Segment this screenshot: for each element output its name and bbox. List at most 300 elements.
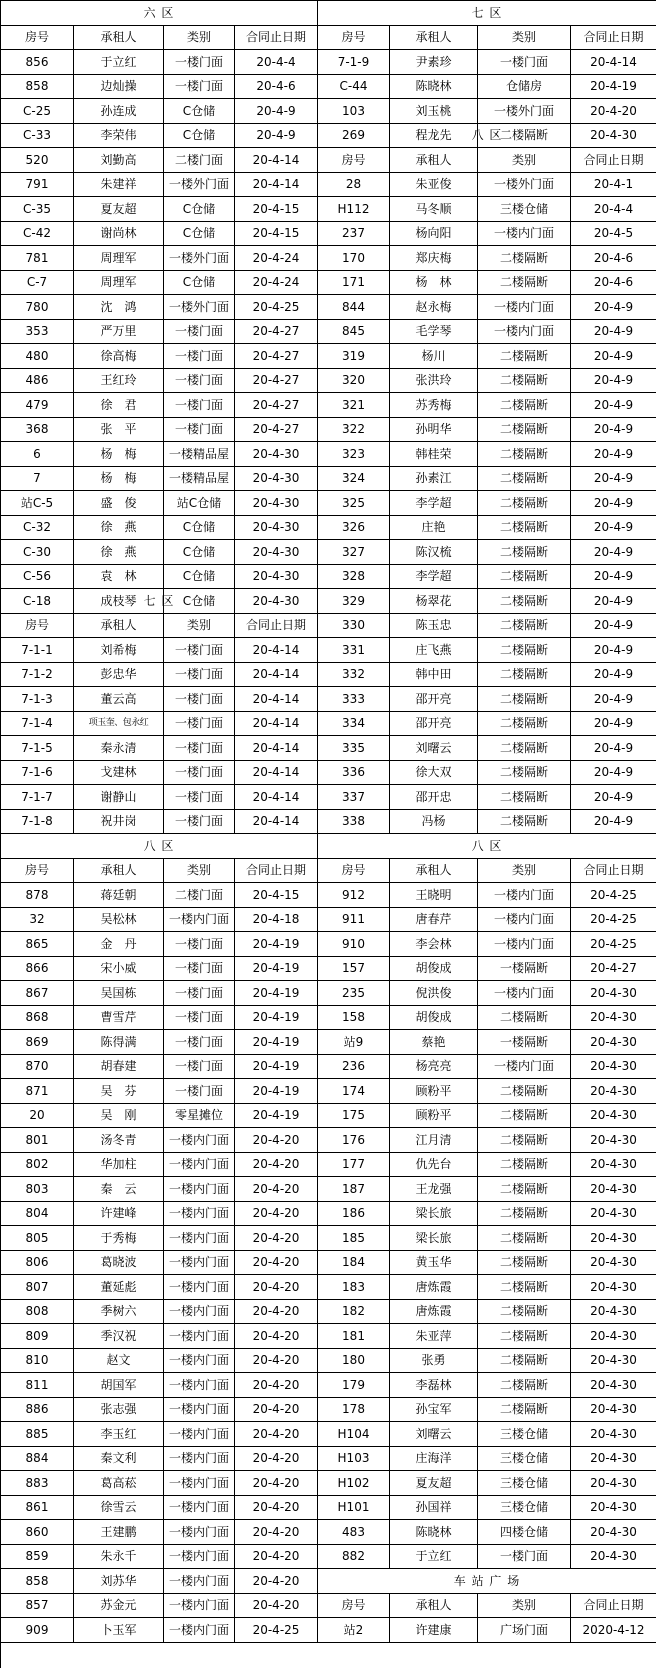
column-header-room-number: 房号 [318, 26, 390, 51]
table-cell-contract-end-date: 20-4-15 [235, 883, 318, 908]
table-cell-category: 一楼内门面 [164, 1447, 235, 1472]
column-header-category: 类别 [478, 26, 571, 51]
table-cell-category: 二楼隔断 [478, 785, 571, 810]
table-cell-category: 二楼隔断 [478, 1202, 571, 1227]
table-cell-tenant: 李荣伟 [74, 124, 164, 149]
table-cell-tenant: 倪洪俊 [390, 981, 478, 1006]
table-cell-category: 二楼隔断 [478, 467, 571, 492]
table-cell-category: 一楼内门面 [478, 981, 571, 1006]
table-cell-category: 一楼门面 [164, 1030, 235, 1055]
column-header-tenant: 承租人 [74, 26, 164, 51]
table-cell-category: 二楼隔断 [478, 442, 571, 467]
table-cell-room-number: 184 [318, 1251, 390, 1276]
table-cell-room-number: 158 [318, 1006, 390, 1031]
table-cell-tenant: 陈晓林 [390, 1520, 478, 1545]
table-cell-tenant: 边灿操 [74, 75, 164, 100]
table-cell-contract-end-date: 20-4-9 [571, 736, 656, 761]
column-header-room-number: 房号 [1, 614, 74, 639]
table-cell-tenant: 谢尚林 [74, 222, 164, 247]
table-cell-room-number: 811 [1, 1373, 74, 1398]
table-cell-category: 二楼隔断 [478, 1153, 571, 1178]
table-cell-room-number: 807 [1, 1275, 74, 1300]
table-cell-tenant: 徐 燕 [74, 540, 164, 565]
table-cell-room-number: 878 [1, 883, 74, 908]
table-cell-contract-end-date: 20-4-24 [235, 246, 318, 271]
table-cell-contract-end-date: 20-4-20 [235, 1300, 318, 1325]
table-cell-room-number: 805 [1, 1226, 74, 1251]
table-cell-tenant: 于立红 [390, 1545, 478, 1570]
table-cell-contract-end-date: 20-4-9 [571, 638, 656, 663]
table-cell-tenant: 郑庆梅 [390, 246, 478, 271]
table-cell-contract-end-date: 20-4-20 [235, 1275, 318, 1300]
table-cell-tenant: 李学超 [390, 565, 478, 590]
column-header-contract-end-date: 合同止日期 [235, 859, 318, 884]
table-cell-contract-end-date: 20-4-20 [235, 1251, 318, 1276]
table-cell-category: 三楼仓储 [478, 1496, 571, 1521]
table-cell-room-number: 170 [318, 246, 390, 271]
table-cell-category: 二楼隔断 [478, 344, 571, 369]
table-cell-room-number: 804 [1, 1202, 74, 1227]
table-cell-room-number: 886 [1, 1398, 74, 1423]
table-cell-contract-end-date: 20-4-19 [235, 932, 318, 957]
section-title: 六 区 [1, 1, 318, 26]
table-cell-room-number: 6 [1, 442, 74, 467]
table-cell-contract-end-date: 20-4-20 [235, 1349, 318, 1374]
table-cell-room-number: 845 [318, 320, 390, 345]
table-cell-category: 一楼内门面 [164, 1202, 235, 1227]
table-cell-category: 一楼门面 [164, 663, 235, 688]
table-cell-tenant: 苏秀梅 [390, 393, 478, 418]
table-cell-category: 一楼内门面 [164, 1422, 235, 1447]
table-cell-contract-end-date: 20-4-14 [235, 663, 318, 688]
table-cell-contract-end-date: 20-4-9 [571, 320, 656, 345]
table-cell-category: 一楼内门面 [478, 932, 571, 957]
table-cell-room-number: 7-1-2 [1, 663, 74, 688]
table-cell-room-number: 868 [1, 1006, 74, 1031]
table-cell-contract-end-date: 20-4-15 [235, 197, 318, 222]
table-cell-room-number: 334 [318, 712, 390, 737]
table-cell-tenant: 胡俊成 [390, 1006, 478, 1031]
table-cell-tenant: 张勇 [390, 1349, 478, 1374]
table-cell-category: 二楼隔断 [478, 663, 571, 688]
table-cell-tenant: 孙国祥 [390, 1496, 478, 1521]
table-cell-room-number: 171 [318, 271, 390, 296]
table-cell-category: 二楼隔断 [478, 614, 571, 639]
table-cell-tenant: 戈建林 [74, 761, 164, 786]
table-cell-tenant: 陈汉梳 [390, 540, 478, 565]
column-header-room-number: 房号 [318, 859, 390, 884]
table-cell-contract-end-date: 20-4-24 [235, 271, 318, 296]
table-cell-room-number: 910 [318, 932, 390, 957]
table-cell-tenant: 祝井岗 [74, 810, 164, 835]
table-cell-contract-end-date: 20-4-9 [235, 124, 318, 149]
table-cell-category: C仓储 [164, 589, 235, 614]
table-cell-contract-end-date: 20-4-25 [571, 932, 656, 957]
table-cell-contract-end-date: 20-4-25 [235, 295, 318, 320]
table-cell-category: 一楼内门面 [478, 883, 571, 908]
table-cell-tenant: 毛学琴 [390, 320, 478, 345]
table-cell-tenant: 杨亮亮 [390, 1055, 478, 1080]
table-cell-category: C仓储 [164, 516, 235, 541]
table-cell-room-number: 177 [318, 1153, 390, 1178]
table-cell-category: 仓储房 [478, 75, 571, 100]
table-cell-room-number: C-7 [1, 271, 74, 296]
table-cell-tenant: 王龙强 [390, 1177, 478, 1202]
table-cell-room-number: 882 [318, 1545, 390, 1570]
column-header-category: 类别 [164, 614, 235, 639]
table-cell-room-number: 871 [1, 1079, 74, 1104]
table-cell-room-number: 331 [318, 638, 390, 663]
table-cell-category: 一楼门面 [164, 393, 235, 418]
table-cell-contract-end-date: 20-4-30 [571, 1496, 656, 1521]
table-cell-room-number: 237 [318, 222, 390, 247]
table-cell-category: C仓储 [164, 271, 235, 296]
table-cell-contract-end-date: 20-4-20 [235, 1398, 318, 1423]
table-cell-contract-end-date: 20-4-9 [571, 369, 656, 394]
table-cell-room-number: 站9 [318, 1030, 390, 1055]
table-cell-tenant: 胡俊成 [390, 957, 478, 982]
table-cell-tenant: 朱永千 [74, 1545, 164, 1570]
table-cell-tenant: 唐炼霞 [390, 1300, 478, 1325]
table-cell-contract-end-date: 20-4-25 [571, 883, 656, 908]
table-cell-tenant: 张洪玲 [390, 369, 478, 394]
table-cell-category: 一楼内门面 [164, 1496, 235, 1521]
table-cell-room-number: 338 [318, 810, 390, 835]
table-cell-contract-end-date: 20-4-20 [235, 1594, 318, 1619]
table-cell-category: 二楼隔断 [478, 638, 571, 663]
table-cell-category: 二楼隔断 [478, 1373, 571, 1398]
column-header-room-number: 房号 [1, 26, 74, 51]
table-cell-contract-end-date: 20-4-9 [571, 491, 656, 516]
table-cell-room-number: 328 [318, 565, 390, 590]
table-cell-room-number: 7 [1, 467, 74, 492]
table-cell-contract-end-date: 20-4-30 [571, 1006, 656, 1031]
table-cell-tenant: 沈 鸿 [74, 295, 164, 320]
table-cell-room-number: 324 [318, 467, 390, 492]
table-cell-tenant: 孙明华 [390, 418, 478, 443]
table-cell-room-number: C-25 [1, 99, 74, 124]
table-cell-contract-end-date: 20-4-30 [571, 1545, 656, 1570]
table-cell-room-number: 869 [1, 1030, 74, 1055]
table-cell-room-number: 844 [318, 295, 390, 320]
table-cell-room-number: 178 [318, 1398, 390, 1423]
table-cell-contract-end-date: 20-4-20 [235, 1324, 318, 1349]
column-header-category: 类别 [478, 148, 571, 173]
table-cell-contract-end-date: 20-4-30 [571, 1471, 656, 1496]
table-cell-tenant: 苏金元 [74, 1594, 164, 1619]
table-cell-category: 二楼门面 [164, 148, 235, 173]
table-cell-contract-end-date: 20-4-27 [571, 957, 656, 982]
table-cell-tenant: 朱亚俊 [390, 173, 478, 198]
table-cell-contract-end-date: 20-4-30 [571, 1349, 656, 1374]
table-cell-tenant: 黄玉华 [390, 1251, 478, 1276]
table-cell-tenant: 徐 燕 [74, 516, 164, 541]
table-cell-contract-end-date: 20-4-9 [571, 589, 656, 614]
table-cell-category: 一楼门面 [164, 981, 235, 1006]
table-cell-tenant: 王建鹏 [74, 1520, 164, 1545]
table-cell-category: 一楼内门面 [164, 1545, 235, 1570]
table-cell-contract-end-date: 20-4-30 [235, 589, 318, 614]
table-cell-category: 一楼门面 [164, 932, 235, 957]
column-header-tenant: 承租人 [390, 1594, 478, 1619]
table-cell-room-number: 883 [1, 1471, 74, 1496]
table-cell-category: 三楼仓储 [478, 1471, 571, 1496]
table-cell-tenant: 孙素江 [390, 467, 478, 492]
table-cell-category: 一楼门面 [164, 810, 235, 835]
table-cell-contract-end-date: 20-4-14 [235, 173, 318, 198]
table-cell-room-number: 7-1-7 [1, 785, 74, 810]
table-cell-tenant: 刘苏华 [74, 1569, 164, 1594]
table-cell-tenant: 韩桂荣 [390, 442, 478, 467]
column-header-tenant: 承租人 [390, 26, 478, 51]
table-cell-contract-end-date: 20-4-9 [571, 516, 656, 541]
table-cell-tenant: 成枝琴 [74, 589, 164, 614]
table-cell-room-number: C-18 [1, 589, 74, 614]
table-cell-tenant: 杨 林 [390, 271, 478, 296]
table-cell-category: 一楼精品屋 [164, 467, 235, 492]
table-cell-contract-end-date: 20-4-18 [235, 908, 318, 933]
table-cell-tenant: 刘曙云 [390, 1422, 478, 1447]
table-cell-tenant: 李磊林 [390, 1373, 478, 1398]
table-cell-contract-end-date: 20-4-9 [571, 761, 656, 786]
table-cell-tenant: 李会林 [390, 932, 478, 957]
table-cell-contract-end-date: 20-4-30 [235, 516, 318, 541]
column-header-category: 类别 [164, 26, 235, 51]
section-title: 七 区 [318, 1, 656, 26]
table-cell-contract-end-date: 20-4-20 [235, 1569, 318, 1594]
table-cell-contract-end-date: 20-4-27 [235, 369, 318, 394]
table-cell-contract-end-date: 20-4-6 [235, 75, 318, 100]
table-cell-room-number: 329 [318, 589, 390, 614]
table-cell-contract-end-date: 20-4-30 [235, 540, 318, 565]
table-cell-tenant: 盛 俊 [74, 491, 164, 516]
table-cell-room-number: 333 [318, 687, 390, 712]
table-cell-contract-end-date: 20-4-30 [571, 1422, 656, 1447]
table-cell-tenant: 彭忠华 [74, 663, 164, 688]
table-cell-category: 一楼内门面 [164, 1398, 235, 1423]
table-cell-contract-end-date: 20-4-19 [571, 75, 656, 100]
table-cell-contract-end-date: 20-4-30 [571, 1447, 656, 1472]
table-cell-tenant: 孙连成 [74, 99, 164, 124]
table-cell-contract-end-date: 20-4-14 [235, 736, 318, 761]
table-cell-category: 二楼隔断 [478, 540, 571, 565]
table-cell-tenant: 徐 君 [74, 393, 164, 418]
table-cell-category: C仓储 [164, 99, 235, 124]
table-cell-room-number: 7-1-3 [1, 687, 74, 712]
table-cell-tenant: 季汉祝 [74, 1324, 164, 1349]
table-cell-tenant: 吴 刚 [74, 1104, 164, 1129]
table-cell-room-number: 235 [318, 981, 390, 1006]
table-cell-contract-end-date: 20-4-30 [571, 1520, 656, 1545]
table-cell-tenant: 袁 林 [74, 565, 164, 590]
table-cell-tenant: 杨翠花 [390, 589, 478, 614]
table-cell-category: 站C仓储 [164, 491, 235, 516]
table-cell-room-number: C-32 [1, 516, 74, 541]
table-cell-room-number: 7-1-9 [318, 50, 390, 75]
table-cell-contract-end-date: 20-4-9 [235, 99, 318, 124]
table-cell-contract-end-date: 20-4-30 [571, 1226, 656, 1251]
table-cell-category: 二楼隔断 [478, 810, 571, 835]
table-cell-contract-end-date: 20-4-30 [571, 1202, 656, 1227]
table-cell-contract-end-date: 20-4-30 [571, 1398, 656, 1423]
table-cell-tenant: 朱亚萍 [390, 1324, 478, 1349]
table-cell-room-number: 183 [318, 1275, 390, 1300]
table-cell-contract-end-date: 20-4-19 [235, 1030, 318, 1055]
section-title: 八 区 [318, 124, 656, 149]
table-cell-tenant: 徐雪云 [74, 1496, 164, 1521]
table-cell-category: 二楼隔断 [478, 246, 571, 271]
column-header-category: 类别 [164, 859, 235, 884]
table-cell-room-number: 479 [1, 393, 74, 418]
table-cell-tenant: 刘玉桃 [390, 99, 478, 124]
table-cell-contract-end-date: 20-4-9 [571, 810, 656, 835]
table-cell-room-number: 858 [1, 75, 74, 100]
table-cell-tenant: 秦文利 [74, 1447, 164, 1472]
table-cell-category: 四楼仓储 [478, 1520, 571, 1545]
table-cell-room-number: 186 [318, 1202, 390, 1227]
table-cell-tenant: 项玉奎、包永红 [74, 712, 164, 737]
table-cell-room-number: 802 [1, 1153, 74, 1178]
table-cell-category: 一楼内门面 [164, 1594, 235, 1619]
table-cell-contract-end-date: 20-4-9 [571, 393, 656, 418]
table-cell-room-number: 182 [318, 1300, 390, 1325]
table-cell-room-number: 912 [318, 883, 390, 908]
table-cell-tenant: 赵文 [74, 1349, 164, 1374]
table-cell-room-number: 884 [1, 1447, 74, 1472]
table-cell-contract-end-date: 20-4-30 [571, 1300, 656, 1325]
table-cell-category: 一楼门面 [164, 344, 235, 369]
table-cell-contract-end-date: 20-4-20 [235, 1520, 318, 1545]
column-header-tenant: 承租人 [74, 859, 164, 884]
table-cell-tenant: 董延彪 [74, 1275, 164, 1300]
table-cell-tenant: 徐大双 [390, 761, 478, 786]
table-cell-room-number: 856 [1, 50, 74, 75]
table-cell-tenant: 杨川 [390, 344, 478, 369]
table-cell-room-number: 806 [1, 1251, 74, 1276]
table-cell-room-number: 486 [1, 369, 74, 394]
table-cell-category: 一楼门面 [164, 50, 235, 75]
table-cell-tenant: 陈晓林 [390, 75, 478, 100]
table-cell-contract-end-date: 20-4-30 [571, 1324, 656, 1349]
column-header-room-number: 房号 [318, 1594, 390, 1619]
table-cell-tenant: 邵开亮 [390, 712, 478, 737]
table-cell-contract-end-date: 20-4-19 [235, 1104, 318, 1129]
table-cell-contract-end-date: 20-4-19 [235, 981, 318, 1006]
table-cell-tenant: 唐炼霞 [390, 1275, 478, 1300]
table-cell-category: 一楼内门面 [164, 1618, 235, 1643]
table-cell-category: 一楼门面 [164, 320, 235, 345]
column-header-tenant: 承租人 [390, 148, 478, 173]
table-cell-contract-end-date: 20-4-19 [235, 1055, 318, 1080]
table-cell-tenant: 庄艳 [390, 516, 478, 541]
table-cell-room-number: 866 [1, 957, 74, 982]
table-cell-tenant: 吴松林 [74, 908, 164, 933]
table-cell-room-number: 857 [1, 1594, 74, 1619]
table-cell-category: 一楼内门面 [164, 1349, 235, 1374]
table-cell-category: 一楼内门面 [164, 1128, 235, 1153]
table-cell-contract-end-date: 20-4-9 [571, 712, 656, 737]
table-cell-tenant: 于秀梅 [74, 1226, 164, 1251]
section-title: 八 区 [1, 834, 318, 859]
table-cell-category: 一楼内门面 [478, 908, 571, 933]
section-title: 八 区 [318, 834, 656, 859]
table-cell-contract-end-date: 20-4-1 [571, 173, 656, 198]
table-cell-tenant: 吴国栋 [74, 981, 164, 1006]
table-cell-contract-end-date: 20-4-27 [235, 320, 318, 345]
table-cell-category: 二楼隔断 [478, 1128, 571, 1153]
table-cell-room-number: 858 [1, 1569, 74, 1594]
table-cell-contract-end-date: 2020-4-12 [571, 1618, 656, 1643]
table-cell-room-number: 810 [1, 1349, 74, 1374]
table-cell-contract-end-date: 20-4-9 [571, 663, 656, 688]
table-cell-category: 二楼隔断 [478, 1300, 571, 1325]
table-cell-category: 二楼隔断 [478, 736, 571, 761]
table-cell-tenant: 许建康 [390, 1618, 478, 1643]
table-cell-contract-end-date: 20-4-25 [571, 908, 656, 933]
table-cell-tenant: 葛晓波 [74, 1251, 164, 1276]
table-cell-tenant: 杨向阳 [390, 222, 478, 247]
table-cell-contract-end-date: 20-4-20 [235, 1422, 318, 1447]
table-cell-tenant: 庄飞燕 [390, 638, 478, 663]
column-header-contract-end-date: 合同止日期 [571, 859, 656, 884]
table-cell-tenant: 蔡艳 [390, 1030, 478, 1055]
table-cell-contract-end-date: 20-4-30 [235, 467, 318, 492]
table-cell-tenant: 王晓明 [390, 883, 478, 908]
table-cell-category: 一楼内门面 [164, 1153, 235, 1178]
table-cell-tenant: 陈得满 [74, 1030, 164, 1055]
table-cell-room-number: 103 [318, 99, 390, 124]
table-cell-room-number: 353 [1, 320, 74, 345]
table-cell-category: 一楼外门面 [164, 246, 235, 271]
table-cell-room-number: 337 [318, 785, 390, 810]
table-cell-tenant: 蒋廷朝 [74, 883, 164, 908]
table-cell-contract-end-date: 20-4-20 [235, 1447, 318, 1472]
column-header-contract-end-date: 合同止日期 [235, 26, 318, 51]
table-cell-contract-end-date: 20-4-30 [571, 1153, 656, 1178]
column-header-category: 类别 [478, 1594, 571, 1619]
table-cell-contract-end-date: 20-4-14 [235, 712, 318, 737]
table-cell-room-number: 336 [318, 761, 390, 786]
table-cell-room-number: 809 [1, 1324, 74, 1349]
table-cell-room-number: 885 [1, 1422, 74, 1447]
table-cell-tenant: 夏友超 [74, 197, 164, 222]
table-cell-category: C仓储 [164, 540, 235, 565]
table-cell-room-number: 7-1-1 [1, 638, 74, 663]
table-cell-category: 二楼隔断 [478, 687, 571, 712]
table-cell-category: 一楼外门面 [478, 99, 571, 124]
table-cell-room-number: C-44 [318, 75, 390, 100]
table-cell-category: 一楼门面 [164, 1055, 235, 1080]
table-cell-category: 二楼隔断 [478, 1226, 571, 1251]
table-cell-tenant: 周理军 [74, 271, 164, 296]
table-cell-room-number: H104 [318, 1422, 390, 1447]
table-cell-tenant: 季树六 [74, 1300, 164, 1325]
table-cell-room-number: 179 [318, 1373, 390, 1398]
column-header-contract-end-date: 合同止日期 [571, 26, 656, 51]
table-cell-tenant: 尹素珍 [390, 50, 478, 75]
table-cell-room-number: 780 [1, 295, 74, 320]
table-cell-contract-end-date: 20-4-30 [571, 1104, 656, 1129]
table-cell-room-number: 7-1-8 [1, 810, 74, 835]
table-cell-category: 广场门面 [478, 1618, 571, 1643]
table-cell-tenant: 刘勤高 [74, 148, 164, 173]
table-cell-room-number: 368 [1, 418, 74, 443]
table-cell-room-number: 911 [318, 908, 390, 933]
table-cell-tenant: 冯杨 [390, 810, 478, 835]
table-cell-category: 一楼内门面 [478, 320, 571, 345]
table-cell-tenant: 江月清 [390, 1128, 478, 1153]
table-cell-room-number: 174 [318, 1079, 390, 1104]
